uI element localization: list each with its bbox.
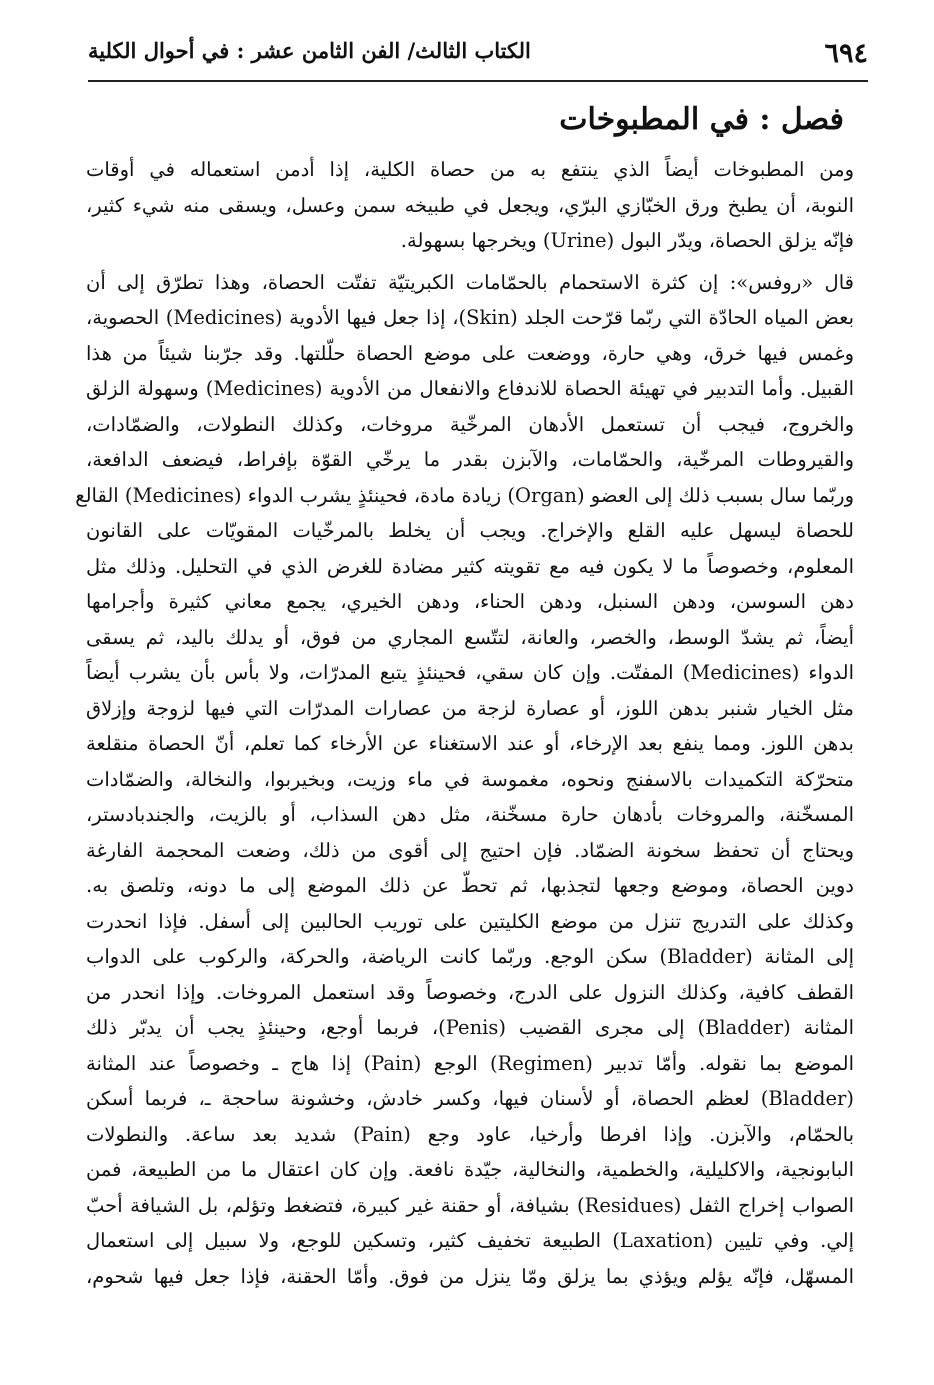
running-header [88, 30, 868, 74]
text-line: قال «روفس»: إن كثرة الاستحمام بالحمّامات الكبريتيّة تفتّت الحصاة، وهذا تطرّق إلى أن [86, 270, 854, 294]
header-rule [88, 80, 868, 82]
text-line: إلي. وفي تليين (Laxation) الطبيعة تخفيف كثير، وتسكين للوجع، ولا سبيل إلى استعمال [86, 1229, 854, 1252]
text-line: المثانة (Bladder) إلى مجرى القضيب (Penis)، فربما أوجع، وحينئذٍ يجب أن يدبّر ذلك [86, 1016, 854, 1039]
text-line: وغمس فيها خرق، وهي حارة، ووضعت على موضع الحصاة حلّلتها. وقد جرّبنا شيئاً من هذا [86, 341, 854, 365]
text-line: والخروج، فيجب أن تستعمل الأدهان المرخّية مروخات، وكذلك النطولات، والضمّادات، [86, 412, 854, 436]
text-line: للحصاة ليسهل عليه القلع والإخراج. ويجب أن يخلط بالمرخّيات المقويّات على القانون [86, 519, 854, 542]
text-line: (Bladder) لعظم الحصاة، أو لأسنان فيها، وكسر خادش، وخشونة ساحجة ـ، فربما أسكن [86, 1087, 854, 1110]
text-line: الصواب إخراج الثفل (Residues) بشيافة، أو حقنة غير كبيرة، فتضغط وتؤلم، بل الشيافة أحبّ [86, 1193, 854, 1217]
text-line: القطف كافية، وكذلك النزول على الدرج، وخصوصاً وقد استعمل المروخات. وإذا انحدر من [86, 980, 854, 1004]
text-line: ومن المطبوخات أيضاً الذي ينتفع به من حصاة الكلية، إذا أدمن استعماله في أوقات [86, 158, 854, 181]
text-line: متحرّكة التكميدات بالاسفنج ونحوه، مغموسة في ماء وزيت، وبخيربوا، والنخالة، والضمّادات [86, 767, 854, 791]
text-line: بالحمّام، والآبزن. وإذا افرطا وأرخيا، عاود وجع (Pain) شديد بعد ساعة. والنطولات [86, 1122, 854, 1146]
text-line: بعض المياه الحادّة التي ربّما قرّحت الجلد (Skin)، إذا جعل فيها الأدوية (Medicines) الحصوية، [86, 306, 854, 329]
text-line: إلى المثانة (Bladder) سكن الوجع. وربّما كانت الرياضة، والحركة، والركوب على الدواب [86, 945, 854, 968]
text-line: البابونجية، والاكليلية، والخطمية، والنخالية، جيّدة نافعة. وإن كان اعتقال ما من الطبيعة، فمن [86, 1158, 854, 1181]
text-line: بدهن اللوز. ومما ينفع بعد الإرخاء، أو عند الاستغناء عن الأرخاء كما تعلم، أنّ الحصاة منقلعة [86, 732, 854, 755]
section-heading: فصل : في المطبوخات [559, 102, 844, 137]
text-line: الدواء (Medicines) المفتّت. وإن كان سقي، فحينئذٍ يتبع المدرّات، ولا بأس بأن يشرب أيضاً [86, 661, 854, 684]
text-line: النوبة، أن يطبخ ورق الخبّازي البرّي، ويجعل في طبيخه سمن وعسل، ويسقى منه شيء كثير، [86, 193, 854, 217]
text-line: دهن السوسن، ودهن السنبل، ودهن الحناء، ودهن الخيري، يجمع معاني كثيرة وأجرامها [86, 590, 854, 613]
text-line: دوين الحصاة، وموضع وجعها لتجذبها، ثم تحطّ عن ذلك الموضع إلى ما دونه، وتلصق به. [86, 874, 854, 897]
text-line: فإنّه يزلق الحصاة، ويدّر البول (Urine) ويخرجها بسهولة. [400, 229, 854, 252]
text-line: المعلوم، وخصوصاً ما لا يكون فيه مع تقويته كثير مضادة للغرض الذي في التحليل. وذلك مثل [86, 554, 854, 578]
body-text [75, 152, 854, 1294]
text-line: وكذلك على التدريج تنزل من موضع الكليتين على توريب الحالبين إلى أسفل. فإذا انحدرت [86, 909, 854, 933]
text-line: القبيل. وأما التدبير في تهيئة الحصاة للاندفاع والانفعال من الأدوية (Medicines) وسهولة الزلق [86, 377, 854, 400]
paragraph [86, 152, 854, 259]
running-title: الكتاب الثالث/ الفن الثامن عشر : في أحوال الكلية [88, 38, 531, 63]
text-line: وربّما سال بسبب ذلك إلى العضو (Organ) زيادة مادة، فحينئذٍ يشرب الدواء (Medicines) القالع [75, 483, 854, 507]
text-line: ويحتاج أن تحفظ سخونة الضمّاد. فإن احتيج إلى أقوى من ذلك، وضعت المحجمة الفارغة [86, 838, 854, 862]
text-line: الموضع بما نقوله. وأمّا تدبير (Regimen) الوجع (Pain) إذا هاج ـ وخصوصاً عند المثانة [86, 1051, 854, 1075]
text-line: أيضاً، ثم يشدّ الوسط، والخصر، والعانة، لتتّسع المجاري من فوق، أو يدلك باليد، ثم يسقى [86, 625, 854, 649]
text-line: المسهّل، فإنّه يؤلم ويؤذي بما يزلق ومّا ينزل من فوق. وأمّا الحقنة، فإذا جعل فيها شحوم، [86, 1264, 854, 1288]
paragraph [75, 265, 854, 1295]
page-number: ٦٩٤ [824, 38, 868, 69]
text-line: والقيروطات المرخّية، والحمّامات، والآبزن بقدر ما يرخّي القوّة بإفراط، فيضعف الدافعة، [86, 448, 854, 471]
text-line: المسخّنة، والمروخات بأدهان حارة مسخّنة، مثل دهن السذاب، أو بالزيت، والجندبادستر، [86, 803, 854, 826]
text-line: مثل الخيار شنبر بدهن اللوز، أو عصارة لزجة من عصارات المدرّات التي فيها لزوجة وإزلاق [86, 696, 854, 720]
